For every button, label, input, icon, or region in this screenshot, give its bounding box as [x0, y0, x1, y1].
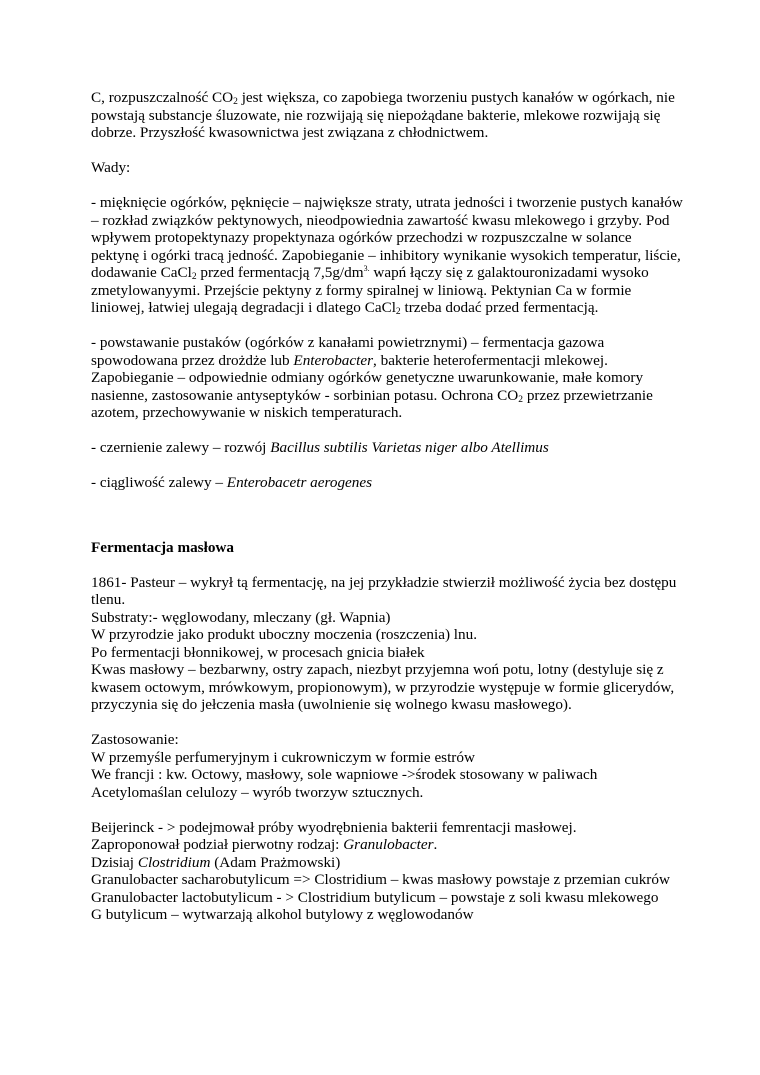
history-line: 1861- Pasteur – wykrył tą fermentację, na jej przykładzie stwierził możliwość życia bez dostępu tlenu.: [91, 573, 677, 608]
defect-blackening-paragraph: [91, 439, 683, 457]
defect1-text-3: wapń łączy się z galaktouronizadami wysoko zmetylowanyymi. Przejście pektyny z formy spiralnej w liniową. Pektynian Ca w formie liniowej, łatwiej ulegają degradacji i dlatego CaCl: [91, 264, 649, 316]
defect1-text-4: trzeba dodać przed fermentacją.: [400, 299, 599, 316]
taxonomy-line: [91, 836, 683, 854]
co2-subscript-2: 2: [518, 394, 524, 405]
history-line: Kwas masłowy – bezbarwny, ostry zapach, niezbyt przyjemna woń potu, lotny (destyluje się z kwasem octowym, mrówkowym, propionowym), w przyrodzie występuje w formie glicerydów, przyczynia się do jełczenia masła (uwolnienie się wolnego kwasu masłowego).: [91, 661, 675, 713]
applications-line: Acetylomaślan celulozy – wyrób tworzyw sztucznych.: [91, 783, 424, 801]
defect2-text-3: przez przewietrzanie azotem, przechowywanie w niskich temperaturach.: [91, 386, 653, 421]
history-line: W przyrodzie jako produkt uboczny moczenia (roszczenia) lnu.: [91, 626, 477, 643]
defect3-organism: Bacillus subtilis Varietas niger albo Atellimus: [270, 439, 549, 456]
section-heading: Fermentacja masłowa: [91, 538, 234, 556]
taxonomy-text: (Adam Prażmowski): [210, 853, 341, 871]
defect2-text-1: - powstawanie pustaków (ogórków z kanałami powietrznymi) – fermentacja gazowa spowodowana przez drożdże lub: [91, 334, 605, 369]
intro-paragraph: [91, 89, 683, 142]
defect4-text: - ciągliwość zalewy –: [91, 474, 227, 491]
taxonomy-line: Granulobacter lactobutylicum - > Clostridium butylicum – powstaje z soli kwasu mlekowego: [91, 888, 659, 906]
defect2-organism: Enterobacter: [293, 351, 373, 369]
wady-label: Wady:: [91, 159, 131, 176]
defect2-text-2: , bakterie heterofermentacji mlekowej. Zapobieganie – odpowiednie odmiany ogórków genetyczne uwarunkowanie, małe komory nasienne, zastosowanie antyseptyków - sorbinian potasu. Ochrona CO: [91, 351, 644, 404]
applications-line: Zastosowanie:: [91, 731, 179, 748]
defect-ropiness-paragraph: [91, 474, 683, 492]
cacl2-subscript-2: 2: [395, 307, 401, 317]
taxonomy-line: [91, 854, 683, 872]
history-line: Substraty:- węglowodany, mleczany (gł. Wapnia): [91, 608, 391, 626]
intro-text-1: C, rozpuszczalność CO: [91, 89, 234, 106]
taxonomy-line: Beijerinck - > podejmował próby wyodrębnienia bakterii femrentacji masłowej.: [91, 818, 577, 836]
taxonomy-line: G butylicum – wytwarzają alkohol butylowy z węglowodanów: [91, 906, 474, 923]
defect3-text: - czernienie zalewy – rozwój: [91, 439, 271, 456]
defect4-organism: Enterobacetr aerogenes: [226, 474, 373, 491]
defect1-text-2: przed fermentacją 7,5g/dm: [196, 264, 364, 281]
defect-hollow-paragraph: [91, 334, 683, 422]
dm3-superscript: 3.: [363, 264, 370, 273]
intro-text-2: jest większa, co zapobiega tworzeniu pustych kanałów w ogórkach, nie powstają substancje śluzowate, nie rozwijają się niepożądane bakterie, mlekowe rozwijają się dobrze. Przyszłość kwasownictwa jest związana z chłodnictwem.: [91, 89, 675, 141]
genus-granulobacter: Granulobacter: [343, 836, 434, 853]
history-line: Po fermentacji błonnikowej, w procesach gnicia białek: [91, 643, 425, 661]
document-page: [91, 89, 683, 924]
applications-line: W przemyśle perfumeryjnym i cukrowniczym w formie estrów: [91, 748, 475, 766]
defect-softening-paragraph: [91, 194, 683, 317]
cacl2-subscript: 2: [191, 272, 197, 282]
genus-clostridium: Clostridium: [137, 853, 211, 871]
applications-line: We francji : kw. Octowy, masłowy, sole wapniowe ->środek stosowany w paliwach: [91, 766, 598, 783]
taxonomy-text: .: [433, 836, 438, 853]
taxonomy-text: Dzisiaj: [91, 853, 138, 871]
co2-subscript: 2: [233, 97, 238, 107]
defect1-text-1: - mięknięcie ogórków, pęknięcie – największe straty, utrata jedności i tworzenie pustych kanałów – rozkład związków pektynowych, nieodpowiednia zawartość kwasu mlekowego i grzyby. Pod wpływem protopektynazy propektynaza ogórków przechodzi w rozpuszczalne w solance pektynę i ogórki tracą jedność. Zapobieganie – inhibitory wynikanie wysokich temperatur, liście, dodawanie CaCl: [91, 194, 683, 281]
taxonomy-line: Granulobacter sacharobutylicum => Clostridium – kwas masłowy powstaje z przemian cukrów: [91, 871, 670, 888]
taxonomy-text: Zaproponował podział pierwotny rodzaj:: [91, 836, 344, 853]
